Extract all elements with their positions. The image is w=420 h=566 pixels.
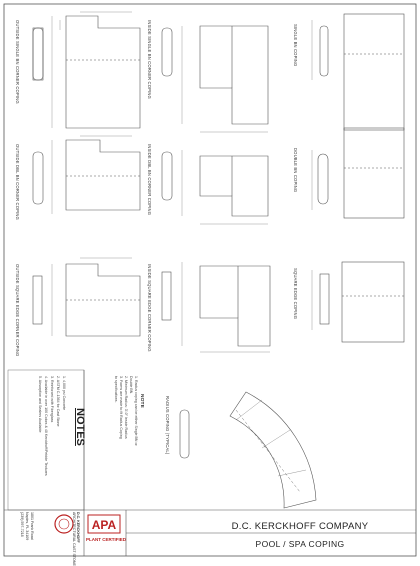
detail-radius-coping (180, 392, 316, 508)
radius-note-line: 3. Forms are made to fit Radius Coping (119, 376, 123, 439)
address-line: Naples, FL 34109 (25, 512, 29, 541)
label-inside-dbl-bn-corner: INSIDE DBL BN CORNER COPING (147, 144, 152, 216)
detail-square-edge (312, 262, 404, 342)
note-item: 4. Available in over 100 Colors & 40 Kerckhoff/Pebble Textures (44, 376, 48, 476)
address-line: (239) 597-7218 (20, 512, 24, 537)
notes-heading: NOTES (74, 408, 86, 446)
address-line: 1801 Frank Road (30, 512, 34, 540)
label-outside-square-edge-corner: OUTSIDE SQUARE EDGE CORNER COPING (15, 264, 20, 357)
radius-note-line: Double BN. (129, 376, 133, 395)
label-outside-single-bn-corner: OUTSIDE SINGLE BN CORNER COPING (15, 20, 20, 104)
radius-note-heading: NOTE (139, 394, 144, 408)
detail-inside-single-bn-corner (162, 26, 268, 132)
label-single-bn: SINGLE BN COPING (293, 24, 298, 67)
label-double-bn: DOUBLE BN COPING (293, 148, 298, 193)
company-name: D.C. KERCKHOFF COMPANY (231, 521, 369, 532)
radius-note-line: 1. Radius coping can be either Single BN or (134, 376, 138, 446)
radius-note-line: 2. Minimum Radius: 3'-0" Inside Radius (124, 376, 128, 439)
detail-single-bn (312, 14, 404, 130)
detail-outside-dbl-bn-corner (33, 136, 140, 214)
detail-inside-square-edge-corner (162, 262, 270, 352)
sheet-title: POOL / SPA COPING (255, 539, 345, 549)
dck-logo-text: D.C. KERCKHOFF (76, 512, 80, 543)
label-inside-single-bn-corner: INSIDE SINGLE BN CORNER COPING (147, 20, 152, 99)
label-outside-dbl-bn-corner: OUTSIDE DBL BN CORNER COPING (15, 144, 20, 220)
note-item: 3. Reinforced with Fiberglass (50, 376, 54, 423)
dck-logo (55, 515, 73, 533)
detail-inside-dbl-bn-corner (162, 150, 268, 224)
note-item: 1. 4,000 psi Concrete (62, 376, 66, 411)
label-inside-square-edge-corner: INSIDE SQUARE EDGE CORNER COPING (147, 264, 152, 352)
detail-outside-square-edge-corner (33, 258, 140, 336)
dck-logo-subtext: ARCHITECTURAL CAST STONE (72, 512, 76, 566)
detail-outside-single-bn-corner (33, 12, 140, 128)
note-item: 2. ASTM C-1364 for Cast Stone (56, 376, 60, 427)
apa-logo (88, 515, 120, 533)
plant-certified-label: PLANT CERTIFIED (86, 537, 126, 542)
label-radius-coping: RADIUS COPING (TYPICAL) (165, 396, 170, 455)
label-square-edge: SQUARE EDGE COPING (293, 268, 298, 320)
detail-double-bn (312, 128, 404, 218)
note-item: 5. Absorption and Sealers Available (38, 376, 42, 433)
radius-note-line: to specifications. (114, 376, 118, 403)
svg-text:APA: APA (91, 518, 117, 532)
